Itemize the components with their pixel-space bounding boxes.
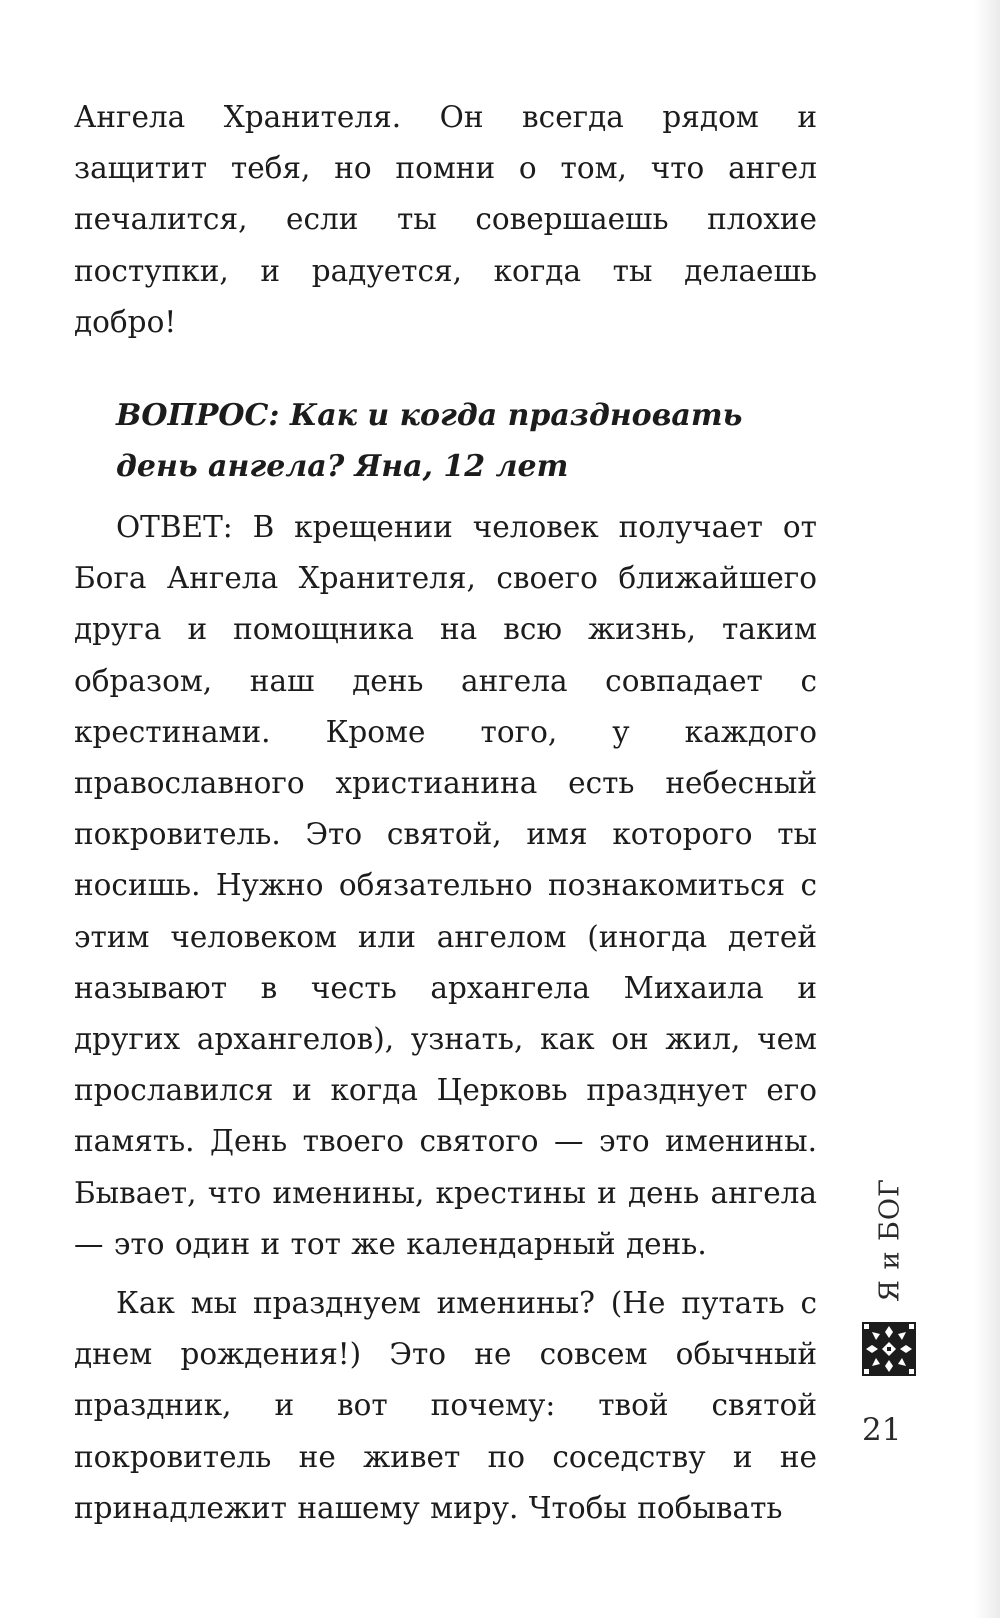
ornament-icon <box>862 1322 916 1376</box>
page-number: 21 <box>862 1412 902 1448</box>
main-text <box>74 92 817 1534</box>
page-edge <box>974 0 1000 1618</box>
paragraph-name-day: Как мы празднуем именины? (Не путать с днем рождения!) Это не совсем обычный праздник, и вот почему: твой святой покровитель не живет по соседству и не принадлежит нашему миру. Чтобы побывать <box>74 1286 817 1525</box>
answer-paragraph: ОТВЕТ: В крещении человек получает от Бога Ангела Хранителя, своего ближайшего друга и помощника на всю жизнь, таким образом, наш день ангела совпадает с крестинами. Кроме того, у каждого православного христианина есть небесный покровитель. Это святой, имя которого ты носишь. Нужно обязательно познакомиться с этим человеком или ангелом (иногда детей называют в честь архангела Михаила и других архангелов), узнать, как он жил, чем прославился и когда Церковь празднует его память. День твоего святого — это именины. Бывает, что именины, крестины и день ангела — это один и тот же календарный день. <box>74 510 817 1261</box>
running-title-text: Я и БОГ <box>874 1178 906 1302</box>
paragraph-intro: Ангела Хранителя. Он всегда рядом и защитит тебя, но помни о том, что ангел печалится, если ты совершаешь плохие поступки, и радуется, когда ты делаешь добро! <box>74 100 817 339</box>
question-heading: ВОПРОС: Как и когда праздновать день ангела? Яна, 12 лет <box>116 398 743 485</box>
running-title <box>860 1180 920 1300</box>
